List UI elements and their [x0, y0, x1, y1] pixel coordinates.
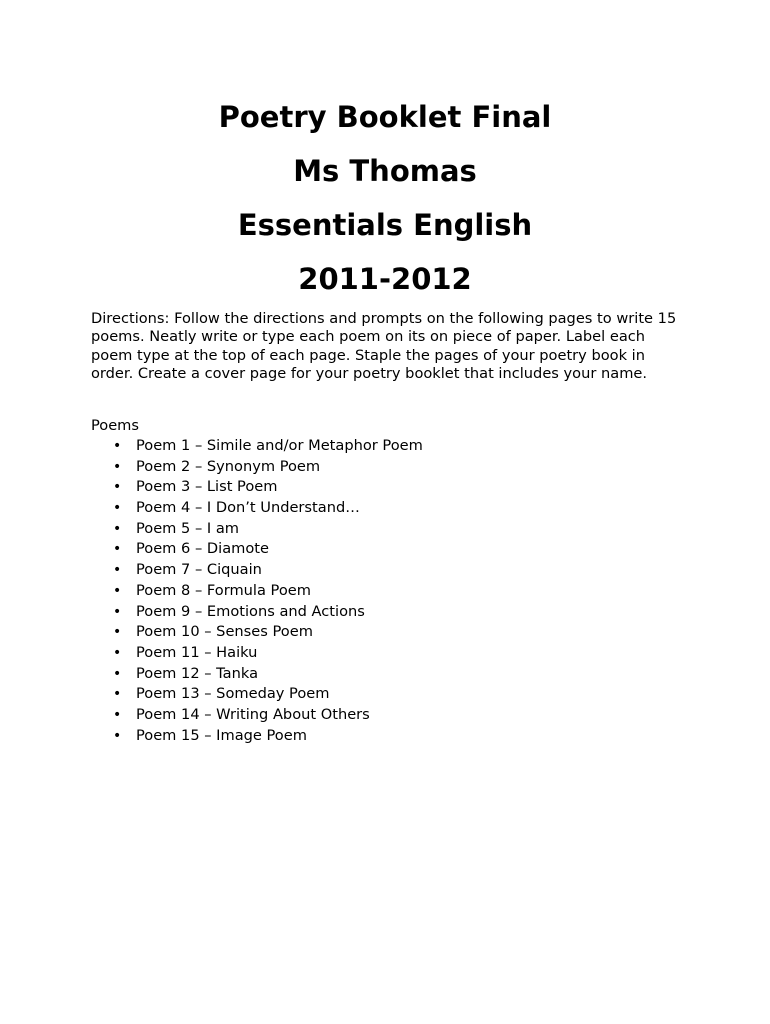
teacher-name: Ms Thomas: [293, 154, 477, 188]
bullet-icon: •: [113, 665, 122, 682]
poem-label: Poem 13 – Someday Poem: [136, 685, 330, 703]
directions-paragraph: Directions: Follow the directions and prompts on the following pages to write 15 poems. Neatly write or type each poem on its on piece of paper. Label each poem type at the top of each page. Staple the pages of your poetry book in order. Create a cover page for your poetry booklet that includes your name.: [91, 310, 677, 382]
bullet-icon: •: [113, 520, 122, 537]
school-year: 2011-2012: [298, 262, 472, 296]
course-name: Essentials English: [237, 208, 533, 242]
bullet-icon: •: [113, 479, 122, 496]
poem-label: Poem 10 – Senses Poem: [136, 623, 313, 641]
poem-label: Poem 12 – Tanka: [136, 664, 259, 682]
poem-label: Poem 3 – List Poem: [136, 478, 278, 496]
bullet-icon: •: [113, 541, 122, 558]
booklet-title: Poetry Booklet Final: [218, 100, 552, 134]
poem-label: Poem 4 – I Don’t Understand…: [136, 499, 360, 517]
poem-label: Poem 7 – Ciquain: [136, 561, 262, 579]
bullet-icon: •: [113, 727, 122, 744]
poem-label: Poem 15 – Image Poem: [136, 726, 307, 744]
bullet-icon: •: [113, 624, 122, 641]
bullet-icon: •: [113, 562, 122, 579]
bullet-icon: •: [113, 603, 122, 620]
poem-label: Poem 14 – Writing About Others: [136, 705, 370, 723]
title-block: [0, 90, 770, 306]
poems-heading: Poems: [91, 417, 140, 434]
poem-label: Poem 2 – Synonym Poem: [136, 457, 321, 475]
poem-label: Poem 6 – Diamote: [136, 540, 269, 558]
poem-label: Poem 11 – Haiku: [136, 643, 258, 661]
poem-label: Poem 8 – Formula Poem: [136, 581, 311, 599]
bullet-icon: •: [113, 706, 122, 723]
poem-label: Poem 9 – Emotions and Actions: [136, 602, 365, 620]
bullet-icon: •: [113, 500, 122, 517]
bullet-icon: •: [113, 582, 122, 599]
poem-label: Poem 5 – I am: [136, 519, 240, 537]
poem-label: Poem 1 – Simile and/or Metaphor Poem: [136, 437, 423, 454]
bullet-icon: •: [113, 438, 122, 454]
bullet-icon: •: [113, 686, 122, 703]
bullet-icon: •: [113, 458, 122, 475]
bullet-icon: •: [113, 644, 122, 661]
